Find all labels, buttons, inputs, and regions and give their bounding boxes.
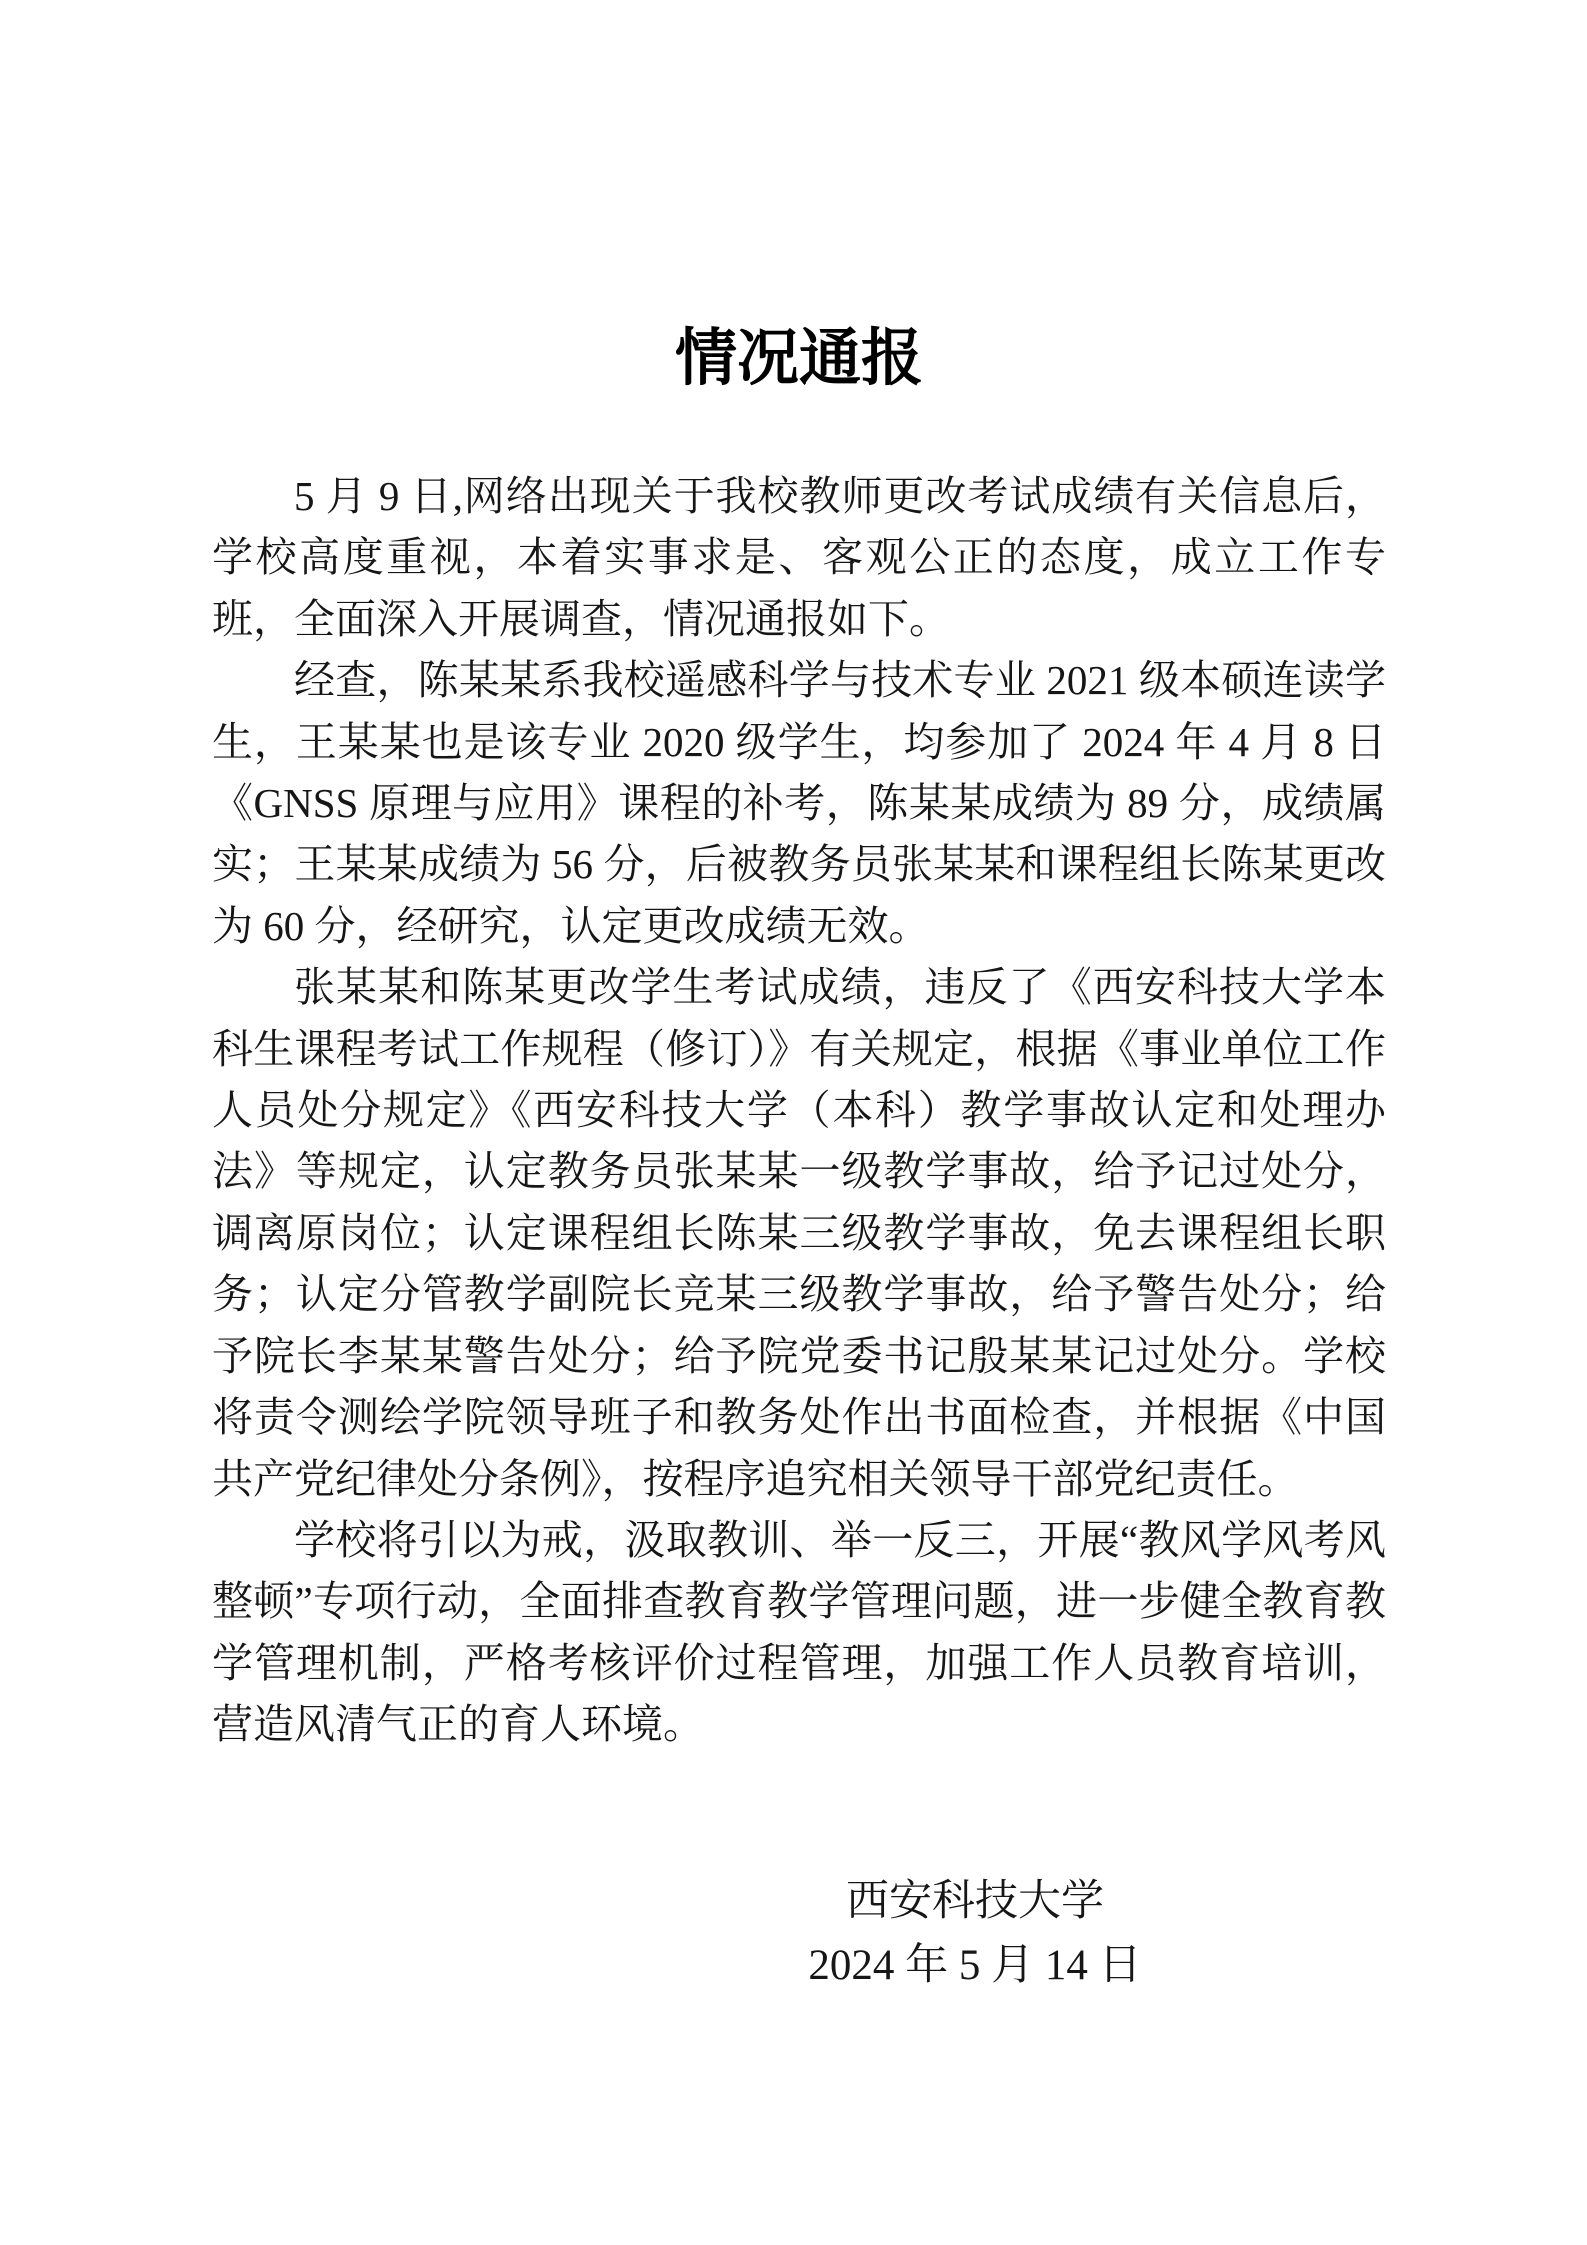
signature-date: 2024 年 5 月 14 日 — [808, 1941, 1142, 1989]
document-title: 情况通报 — [674, 325, 923, 393]
signature-block — [655, 1870, 1295, 1998]
paragraph-intro: 5 月 9 日,网络出现关于我校教师更改考试成绩有关信息后，学校高度重视，本着实事求是、客观公正的态度，成立工作专班，全面深入开展调查，情况通报如下。 — [212, 473, 1386, 642]
paragraph-penalties: 张某某和陈某更改学生考试成绩，违反了《西安科技大学本科生课程考试工作规程（修订）》有关规定，根据《事业单位工作人员处分规定》《西安科技大学（本科）教学事故认定和处理办法》等规定，认定教务员张某某一级教学事故，给予记过处分，调离原岗位；认定课程组长陈某三级教学事故，免去课程组长职务；认定分管教学副院长竞某三级教学事故，给予警告处分；给予院长李某某警告处分；给予院党委书记殷某某记过处分。学校将责令测绘学院领导班子和教务处作出书面检查，并根据《中国共产党纪律处分条例》，按程序追究相关领导干部党纪责任。 — [212, 964, 1386, 1502]
signature-organization: 西安科技大学 — [846, 1877, 1104, 1925]
document-content — [212, 325, 1386, 1998]
paragraph-future-measures: 学校将引以为戒，汲取教训、举一反三，开展“教风学风考风整顿”专项行动，全面排查教育教学管理问题，进一步健全教育教学管理机制，严格考核评价过程管理，加强工作人员教育培训，营造风清气正的育人环境。 — [212, 1516, 1386, 1748]
paragraph-investigation-findings: 经查，陈某某系我校遥感科学与技术专业 2021 级本硕连读学生，王某某也是该专业 2020 级学生，均参加了 2024 年 4 月 8 日《GNSS 原理与应用》课程的补考，陈某某成绩为 89 分，成绩属实；王某某成绩为 56 分，后被教务员张某某和课程组长陈某更改为 60 分，经研究，认定更改成绩无效。 — [212, 657, 1386, 949]
document-body — [212, 466, 1386, 1756]
